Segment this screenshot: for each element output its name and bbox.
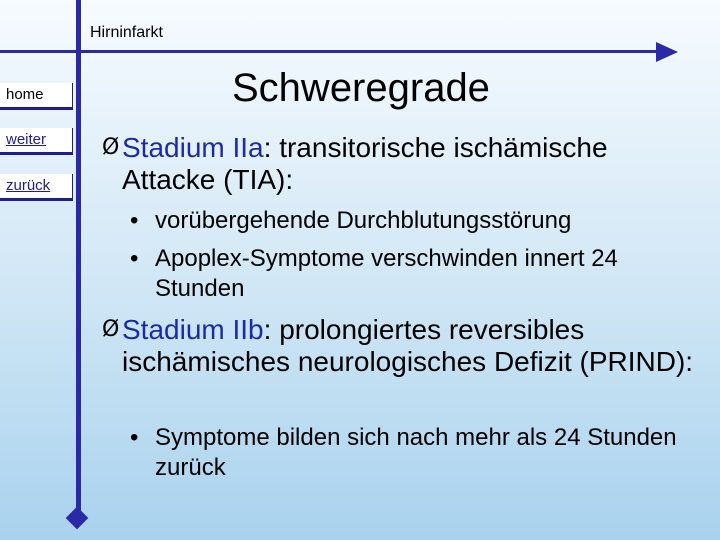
- bullet-icon: •: [130, 424, 139, 451]
- top-divider-line: [0, 50, 660, 53]
- diamond-icon: [66, 507, 89, 530]
- weiter-button[interactable]: weiter: [0, 128, 73, 155]
- bullet-text: Apoplex-Symptome verschwinden innert 24 Stunden: [155, 245, 618, 302]
- bullet-item: [130, 206, 690, 236]
- home-button[interactable]: home: [0, 83, 73, 110]
- arrow-bullet-icon: Ø: [102, 317, 120, 342]
- bullet-item: [130, 423, 690, 483]
- bullet-item: [130, 244, 690, 304]
- stage-iib-label: Stadium IIb: [122, 314, 264, 345]
- bullet-icon: •: [130, 207, 139, 234]
- bullet-icon: •: [130, 245, 139, 272]
- zurueck-button[interactable]: zurück: [0, 174, 73, 201]
- stage-iib-item: [102, 314, 702, 378]
- arrow-bullet-icon: Ø: [102, 135, 120, 160]
- stage-iib-description: : prolongiertes reversibles ischämisches neurologisches Defizit (PRIND):: [122, 314, 694, 377]
- bullet-text: vorübergehende Durchblutungsstörung: [155, 207, 572, 234]
- stage-iia-label: Stadium IIa: [122, 132, 264, 163]
- stage-iia-description: : transitorische ischämische Attacke (TIA):: [122, 132, 608, 195]
- bullet-text: Symptome bilden sich nach mehr als 24 Stunden zurück: [155, 424, 677, 481]
- arrow-right-icon: [656, 42, 678, 62]
- left-divider-line: [76, 0, 81, 516]
- header-title: Hirninfarkt: [90, 24, 163, 41]
- stage-iia-item: [102, 132, 702, 196]
- slide-title: Schweregrade: [232, 66, 490, 110]
